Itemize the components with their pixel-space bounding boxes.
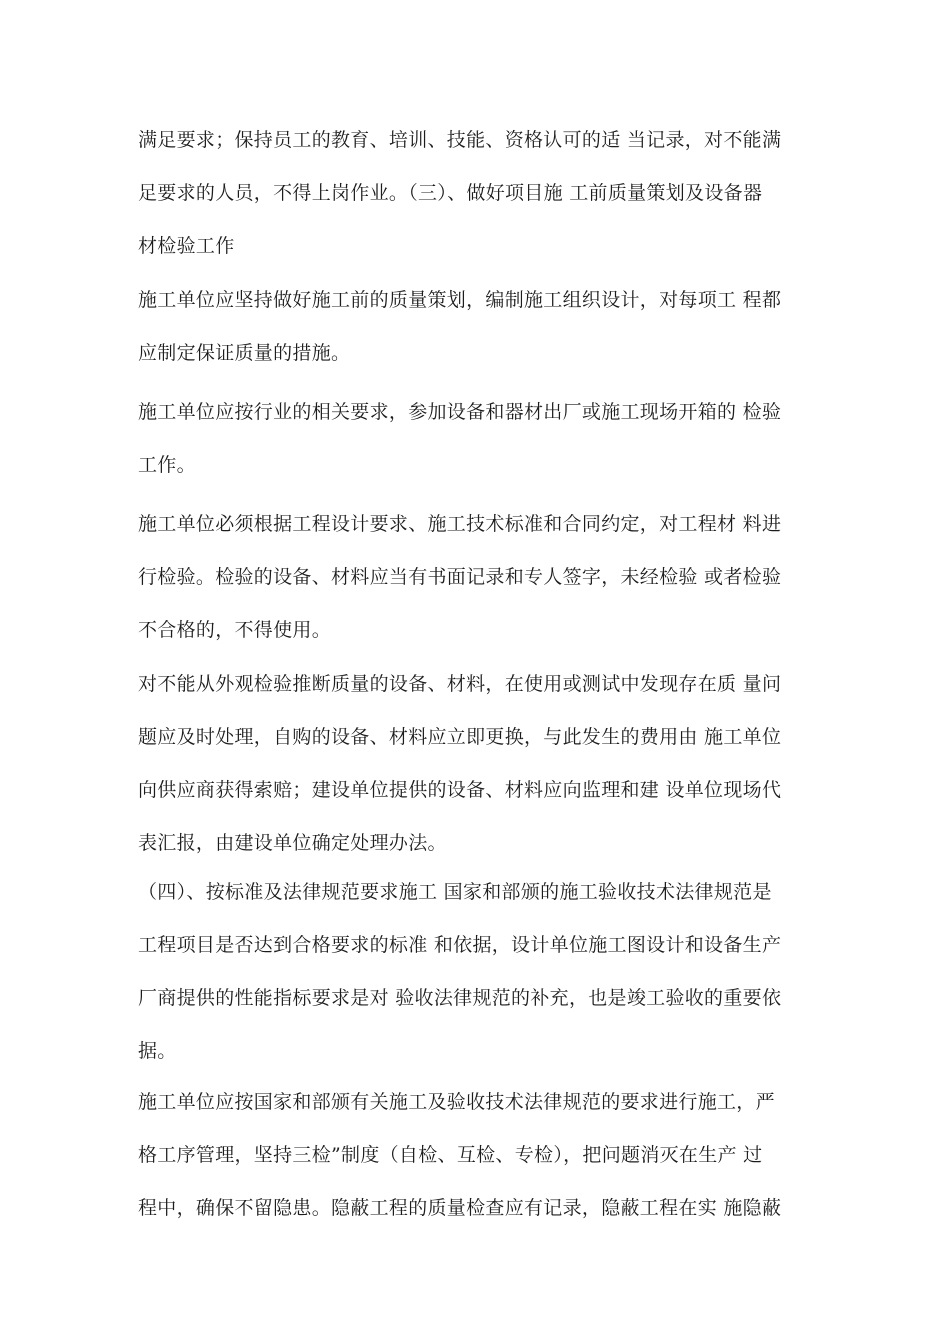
text-line: 对不能从外观检验推断质量的设备、材料，在使用或测试中发现存在质 量问 [138, 673, 782, 695]
text-line: 据。 [138, 1040, 177, 1062]
text-line: （四）、按标准及法律规范要求施工 国家和部颁的施工验收技术法律规范是 [138, 881, 772, 903]
paragraph-quality-planning [138, 290, 828, 396]
paragraph-material-inspection [138, 514, 828, 673]
text-line: 格工序管理，坚持三检”制度（自检、互检、专检），把问题消灭在生产 过 [138, 1144, 763, 1166]
text-line: 不合格的，不得使用。 [138, 619, 332, 641]
text-line: 向供应商获得索赔；建设单位提供的设备、材料应向监理和建 设单位现场代 [138, 779, 782, 801]
text-line: 足要求的人员，不得上岗作业。（三）、做好项目施 工前质量策划及设备器 [138, 182, 763, 204]
text-line: 工作。 [138, 454, 196, 476]
text-line: 施工单位应坚持做好施工前的质量策划，编制施工组织设计，对每项工 程都 [138, 289, 782, 311]
paragraph-equipment-inspection [138, 402, 828, 508]
text-line: 表汇报，由建设单位确定处理办法。 [138, 832, 447, 854]
text-line: 材检验工作 [138, 235, 235, 257]
text-line: 施工单位应按国家和部颁有关施工及验收技术法律规范的要求进行施工，严 [138, 1091, 775, 1113]
text-line: 应制定保证质量的措施。 [138, 342, 351, 364]
paragraph-quality-problem-handling [138, 674, 828, 886]
paragraph-standards-compliance [138, 882, 828, 1094]
paragraph-construction-process [138, 1092, 828, 1251]
text-line: 满足要求；保持员工的教育、培训、技能、资格认可的适 当记录，对不能满 [138, 129, 782, 151]
text-line: 施工单位应按行业的相关要求，参加设备和器材出厂或施工现场开箱的 检验 [138, 401, 782, 423]
paragraph-staff-qualification [138, 130, 828, 289]
text-line: 施工单位必须根据工程设计要求、施工技术标准和合同约定，对工程材 料进 [138, 513, 782, 535]
text-line: 程中，确保不留隐患。隐蔽工程的质量检查应有记录，隐蔽工程在实 施隐蔽 [138, 1197, 782, 1219]
text-line: 题应及时处理，自购的设备、材料应立即更换，与此发生的费用由 施工单位 [138, 726, 782, 748]
text-line: 厂商提供的性能指标要求是对 验收法律规范的补充，也是竣工验收的重要依 [138, 987, 782, 1009]
text-line: 行检验。检验的设备、材料应当有书面记录和专人签字，未经检验 或者检验 [138, 566, 782, 588]
text-line: 工程项目是否达到合格要求的标准 和依据，设计单位施工图设计和设备生产 [138, 934, 782, 956]
